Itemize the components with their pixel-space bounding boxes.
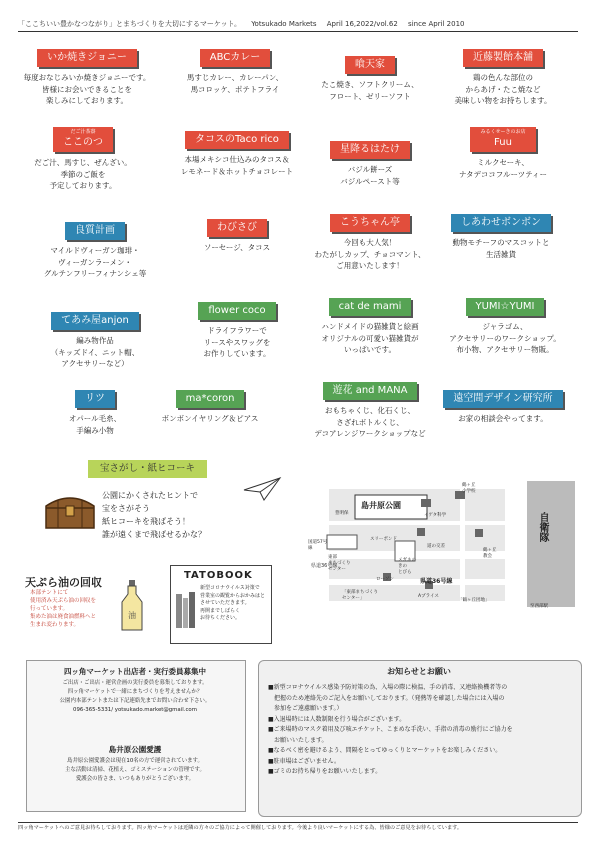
notice-line: ■入退場時には人数制限を行う場合がございます。 <box>268 715 406 723</box>
route-label: 県道36号線 <box>311 563 338 569</box>
paper-plane-icon <box>242 476 282 502</box>
recruit-title: 四ッ角マーケット出店者・実行委員募集中 <box>63 667 207 676</box>
shop-card <box>30 308 160 370</box>
notice-list <box>268 683 573 778</box>
shop-desc: 毎度おなじみいか焼きジョニーです。 皆様にお会いできることを 楽しみにしております。 <box>23 73 151 105</box>
shop-card <box>30 386 160 436</box>
oil-bottle-icon <box>118 578 146 632</box>
notice-line: ■ご来場時のマスク着用及び咳エチケット、こまめな手洗い、手指の消毒の励行にご協力を <box>268 726 513 733</box>
shop-label: 遠空間デザイン研究所 <box>443 390 562 408</box>
tagline: 「ここちいい豊かなつながり」とまちづくりを大切にするマーケット。 <box>18 20 241 28</box>
map-right-road-label: 至西部駅 <box>530 604 548 609</box>
shop-label: わびさび <box>207 219 267 237</box>
shop-card <box>22 45 152 107</box>
footer-text: 四ッ角マーケットへのご意見お待ちしております。四ッ角マーケットは近隣の方々のご協力によって開催しております。今後より良いマーケットにする為、皆様のご意見をお待ちしています。 <box>18 825 463 831</box>
shop-label: 星降るはたけ <box>330 141 410 159</box>
map-igeta-label: イゲタ科学 <box>424 513 447 518</box>
shop-label: 遊花 and MANA <box>323 382 418 400</box>
shop-card <box>172 298 302 360</box>
since-date: since April 2010 <box>408 20 465 28</box>
issue-date: April 16,2022/vol.62 <box>326 20 398 28</box>
shop-label-small: だご汁茶寮 <box>70 129 96 135</box>
shop-card <box>295 378 445 440</box>
shop-desc: 今回も大人気！ わたがしカップ、チョコマント、 ご用意いたします！ <box>314 238 426 270</box>
shop-desc: オパール毛糸、 手編み小物 <box>68 414 122 435</box>
shop-label: てあみ屋anjon <box>51 312 139 330</box>
recruit-text: ご出店・ご出店・運営企画の実行委員を募集しております。 四ッ角マーケットで一緒にまちづくりを考えませんか？ 公園内本部テントまたは下記連絡先までお問い合わせ下さい。 096-365-5331/ yotsukado.market@gmail.com <box>59 680 211 713</box>
shop-desc: 動物モチーフのマスコットと 生活雑貨 <box>452 238 550 259</box>
map-kotsu-label: 「東部まちづくり センター」 <box>342 590 378 601</box>
shop-desc: ジャラゴム、 アクセサリーのワークショップ。 布小物、アクセサリー物販。 <box>449 322 561 354</box>
shop-card <box>170 45 300 95</box>
shop-desc: 馬すじカレー、カレーパン、 馬コロッケ、ポテトフライ <box>186 73 284 94</box>
shop-card <box>145 386 275 425</box>
map-school-label: 鶴ヶ丘 小学校 <box>462 483 476 494</box>
notice-line: ■なるべく密を避けるよう、間隔をとってゆっくりとマーケットをお楽しみください。 <box>268 747 502 754</box>
shop-card <box>430 294 580 356</box>
shop-desc: お家の相談会やってます。 <box>458 414 548 423</box>
bottle-label: 油 <box>128 611 136 620</box>
shop-label-main: Fuu <box>494 137 512 148</box>
map-megane-label: メガネの きの とびら <box>398 558 416 575</box>
shop-card <box>18 127 148 192</box>
tempura-title: 天ぷら油の回収 <box>25 576 102 589</box>
notice-line: お願いいたします。 <box>268 736 328 744</box>
shop-desc: おもちゃくじ、化石くじ、 さざれボトルくじ、 デコアレンジワークショップなど <box>314 406 426 438</box>
shop-desc: マイルドヴィーガン珈琲・ ヴィーガンラーメン・ グルテンフリーフィナンシェ等 <box>43 246 147 278</box>
notice-title: お知らせとお願い <box>387 667 451 676</box>
map-tokaido-label: 東部 まちづくり センター <box>328 555 351 572</box>
map-jieitai-label: 自衛隊 <box>537 512 548 542</box>
map-thruway-label: 道の交差 <box>427 544 445 549</box>
shop-desc: バジル餅ーズ バジルペースト等 <box>340 165 400 186</box>
tatobook-text: 新型コロナウイルス対策で 営業室の観覧からおかみはと させていただきます。 再開までしばらく お待ちください。 <box>200 585 266 621</box>
shop-label <box>470 127 535 152</box>
park-care-title: 島井原公園愛護 <box>108 745 162 754</box>
shop-card <box>172 127 302 177</box>
shop-card <box>438 386 568 425</box>
shop-desc: 編み物作品 （キッズドイ、ニット帽、 アクセサリーなど） <box>50 336 140 368</box>
shop-label: flower coco <box>198 302 275 320</box>
shop-label: いか焼きジョニー <box>37 49 137 67</box>
map-lawson-label: ローソン <box>376 577 394 582</box>
shop-desc: だご汁、馬すじ、ぜんざい。 季節のご飯を 予定しております。 <box>34 158 132 190</box>
shop-desc: 本場メキシコ仕込みのタコス＆ レモネード＆ホットチョコレート <box>180 155 294 176</box>
shop-card <box>438 45 568 107</box>
shop-desc: ハンドメイドの猫雑貨と絵画 オリジナルの可愛い猫雑貨が いっぱいです。 <box>321 322 419 354</box>
shop-label: 喰天家 <box>345 56 395 74</box>
map-left-road-label: 国道57号 線 <box>308 540 328 551</box>
tatobook-title: TATOBOOK <box>184 570 253 581</box>
map-church-label: 鶴ヶ丘 教会 <box>483 548 497 559</box>
shop-card <box>305 52 435 102</box>
shop-desc: ボンボンイヤリング＆ピアス <box>161 414 259 423</box>
notice-line: ■駐車場はございません。 <box>268 757 341 765</box>
books-icon <box>175 590 199 630</box>
shop-card <box>295 294 445 356</box>
shop-card <box>438 127 568 180</box>
map-tsurugaoka-label: 「鶴ヶ丘団地」 <box>458 598 490 603</box>
map-aplace-label: Aプライス <box>418 594 439 599</box>
notice-line: 把握のため連絡先のご記入をお願いしております。（発熱等を確認した場合には入場の <box>268 694 505 702</box>
shop-label: 近藤製飴本舗 <box>463 49 543 67</box>
map-park-label: 島井原公園 <box>361 501 401 510</box>
header-bar <box>18 18 578 30</box>
shop-label: ABCカレー <box>200 49 271 67</box>
shop-card <box>305 210 435 272</box>
notice-line: ■新型コロナウイルス感染予防対策の為、入場の際に検温、手の消毒、又連絡換機者等の <box>268 684 508 691</box>
shop-desc: ドライフラワーで リースやスワッグを お作りしています。 <box>203 326 271 358</box>
shop-label: YUMI☆YUMI <box>466 298 545 316</box>
shop-label-small: みるくせーきのお店 <box>480 129 526 135</box>
market-name: Yotsukado Markets <box>251 20 317 28</box>
park-care-text: 島井原公園愛護会は現在10名の方で運営されています。 主な活動は清掃、花植え、ゴミステーションの管理です。 愛護会の皆さま、いつもありがとうございます。 <box>65 758 205 782</box>
shop-label: cat de mami <box>329 298 412 316</box>
shop-card <box>436 210 566 260</box>
header-rule <box>18 31 578 32</box>
map-sleepond-label: スリーポンド <box>370 537 397 542</box>
shop-label: タコスのTaco rico <box>185 131 289 149</box>
shop-label: こうちゃん亭 <box>330 214 410 232</box>
map-route-label: 県道36号線 <box>420 578 453 585</box>
notice-line: 参加をご遠慮願います。） <box>268 705 343 712</box>
tempura-text: 本部テントにて 使用済み天ぷら油の回収を 行っています。 集めた油は廃食油燃料へと 生まれ変わります。 <box>30 590 97 628</box>
shop-label <box>53 127 113 152</box>
treasure-text: 公園にかくされたヒントで 宝をさがそう 紙ヒコーキを飛ばそう！ 誰が遠くまで飛ばせるかな？ <box>102 491 206 539</box>
shop-card <box>305 137 435 187</box>
shop-desc: 鶏の色んな部位の からあげ・たこ焼など 美味しい物をお持ちします。 <box>454 73 552 105</box>
shop-desc: ソーセージ、タコス <box>203 243 271 252</box>
shop-label: リツ <box>75 390 115 408</box>
shop-label: しあわせボンボン <box>451 214 551 232</box>
shop-desc: ミルクセーキ、 ナタデココフルーツティー <box>458 158 548 179</box>
shop-label: ma*coron <box>176 390 245 408</box>
map-tonden-label: 豊明保 <box>335 511 349 516</box>
shop-label: 良質計画 <box>65 222 125 240</box>
treasure-label: 宝さがし・紙ヒコーキ <box>88 460 207 478</box>
treasure-chest-icon <box>40 488 100 532</box>
notice-line: ■ゴミのお持ち帰りをお願いいたします。 <box>268 768 382 775</box>
shop-card <box>172 215 302 254</box>
shop-card <box>30 218 160 280</box>
shop-desc: たこ焼き、ソフトクリーム、 フロート、ゼリーソフト <box>321 80 419 101</box>
shop-label-main: ここのつ <box>63 137 103 148</box>
footer-rule <box>18 822 578 823</box>
